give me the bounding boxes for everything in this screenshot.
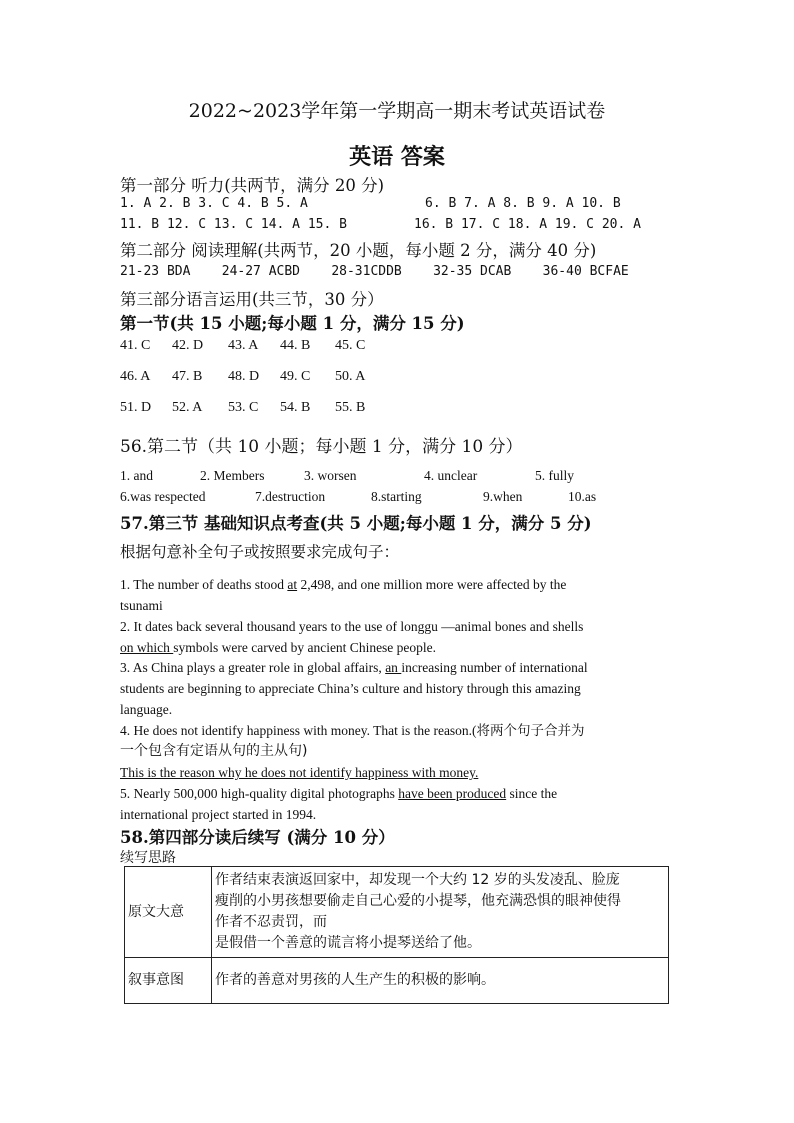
- part3-section3-heading: 57.第三节 基础知识点考查(共 5 小题;每小题 1 分，满分 5 分): [120, 514, 592, 533]
- grammar-answer-6: 6.was respected: [120, 489, 206, 504]
- table-row: [125, 958, 669, 1004]
- answer-subtitle: 英语 答案: [349, 144, 445, 170]
- summary-line: 作者结束表演返回家中，却发现一个大约 12 岁的头发凌乱、脸庞: [215, 872, 620, 888]
- answer-55: 55. B: [335, 400, 366, 415]
- part3-section1-heading: 第一节(共 15 小题;每小题 1 分，满分 15 分): [120, 314, 465, 333]
- part4-subheading: 续写思路: [120, 850, 176, 866]
- part1-answers-16-20: 16. B 17. C 18. A 19. C 20. A: [414, 217, 641, 232]
- s3-answer: an: [385, 660, 402, 675]
- s2-text-a: 2. It dates back several thousand years to the use of longgu —animal bones and shells: [120, 619, 584, 634]
- part1-answers-1-5: 1. A 2. B 3. C 4. B 5. A: [120, 196, 308, 211]
- answer-43: 43. A: [228, 338, 259, 353]
- grammar-answer-1: 1. and: [120, 468, 153, 483]
- s1-text-a: 1. The number of deaths stood: [120, 577, 288, 592]
- s1-text-b: 2,498, and one million more were affected by the: [297, 577, 567, 592]
- s2-answer: on which: [120, 640, 174, 655]
- grammar-answer-4: 4. unclear: [424, 468, 478, 483]
- part2-answers: 21-23 BDA 24-27 ACBD 28-31CDDB 32-35 DCAB 36-40 BCFAE: [120, 264, 629, 279]
- sentence-item-4: [120, 720, 672, 783]
- part1-answers-6-10: 6. B 7. A 8. B 9. A 10. B: [425, 196, 621, 211]
- grammar-answer-3: 3. worsen: [304, 468, 357, 483]
- answer-48: 48. D: [228, 369, 260, 384]
- table-content-cell: [212, 867, 669, 958]
- table-label-cell: 原文大意: [125, 867, 212, 958]
- grammar-answers-row-1: [120, 468, 574, 484]
- part1-heading: 第一部分 听力(共两节，满分 20 分): [120, 176, 385, 195]
- s4-text-a: 4. He does not identify happiness with money. That is the reason.(将两个句子合并为: [120, 723, 585, 738]
- s5-answer: have been produced: [398, 786, 507, 801]
- answer-52: 52. A: [172, 400, 203, 415]
- summary-line: 作者不忍责罚，而: [215, 914, 327, 930]
- answer-49: 49. C: [280, 369, 311, 384]
- part4-heading: 58.第四部分读后续写 (满分 10 分）: [120, 828, 395, 847]
- intent-line: 作者的善意对男孩的人生产生的积极的影响。: [215, 972, 495, 988]
- writing-outline-table: [124, 866, 669, 1004]
- cloze-answers-row-3: [120, 400, 365, 416]
- sentence-item-2: [120, 616, 672, 658]
- grammar-answer-9: 9.when: [483, 489, 523, 504]
- s5-text-c: international project started in 1994.: [120, 807, 317, 822]
- table-content-cell: [212, 958, 669, 1004]
- answer-44: 44. B: [280, 338, 311, 353]
- section3-instruction: 根据句意补全句子或按照要求完成句子：: [120, 543, 400, 561]
- answer-46: 46. A: [120, 369, 151, 384]
- answer-54: 54. B: [280, 400, 311, 415]
- s3-text-c: students are beginning to appreciate China’s culture and history through this amazing: [120, 681, 581, 696]
- cloze-answers-row-1: [120, 338, 365, 354]
- s2-text-b: symbols were carved by ancient Chinese people.: [173, 640, 437, 655]
- table-row: [125, 867, 669, 958]
- s5-text-b: since the: [506, 786, 558, 801]
- answer-45: 45. C: [335, 338, 366, 353]
- exam-title: 2022~2023学年第一学期高一期末考试英语试卷: [188, 100, 606, 122]
- grammar-answer-2: 2. Members: [200, 468, 265, 483]
- part3-heading: 第三部分语言运用(共三节，30 分）: [120, 290, 384, 309]
- grammar-answer-10: 10.as: [568, 489, 597, 504]
- answer-41: 41. C: [120, 338, 151, 353]
- s5-text-a: 5. Nearly 500,000 high-quality digital photographs: [120, 786, 399, 801]
- table-label-cell: 叙事意图: [125, 958, 212, 1004]
- part3-section2-heading: 56.第二节（共 10 小题；每小题 1 分，满分 10 分）: [120, 437, 523, 457]
- grammar-answer-8: 8.starting: [371, 489, 422, 504]
- s4-text-b: 一个包含有定语从句的主从句): [120, 743, 308, 759]
- grammar-answers-row-2: [120, 489, 596, 505]
- grammar-answer-7: 7.destruction: [255, 489, 326, 504]
- summary-line: 瘦削的小男孩想要偷走自己心爱的小提琴，他充满恐惧的眼神使得: [215, 893, 621, 909]
- part2-heading: 第二部分 阅读理解(共两节，20 小题，每小题 2 分，满分 40 分): [120, 241, 597, 260]
- cloze-answers-row-2: [120, 369, 365, 385]
- summary-line: 是假借一个善意的谎言将小提琴送给了他。: [215, 935, 481, 951]
- s3-text-b: increasing number of international: [401, 660, 588, 675]
- s3-text-a: 3. As China plays a greater role in global affairs,: [120, 660, 386, 675]
- answer-53: 53. C: [228, 400, 259, 415]
- part1-answers-11-15: 11. B 12. C 13. C 14. A 15. B: [120, 217, 347, 232]
- s4-answer: This is the reason why he does not identify happiness with money.: [120, 765, 479, 780]
- answer-51: 51. D: [120, 400, 152, 415]
- s1-answer: at: [287, 577, 298, 592]
- grammar-answer-5: 5. fully: [535, 468, 574, 483]
- sentence-item-1: [120, 574, 672, 616]
- answer-50: 50. A: [335, 369, 366, 384]
- sentence-item-3: [120, 657, 672, 720]
- answer-47: 47. B: [172, 369, 203, 384]
- s1-text-c: tsunami: [120, 598, 163, 613]
- s3-text-d: language.: [120, 702, 173, 717]
- sentence-item-5: [120, 783, 672, 825]
- answer-42: 42. D: [172, 338, 204, 353]
